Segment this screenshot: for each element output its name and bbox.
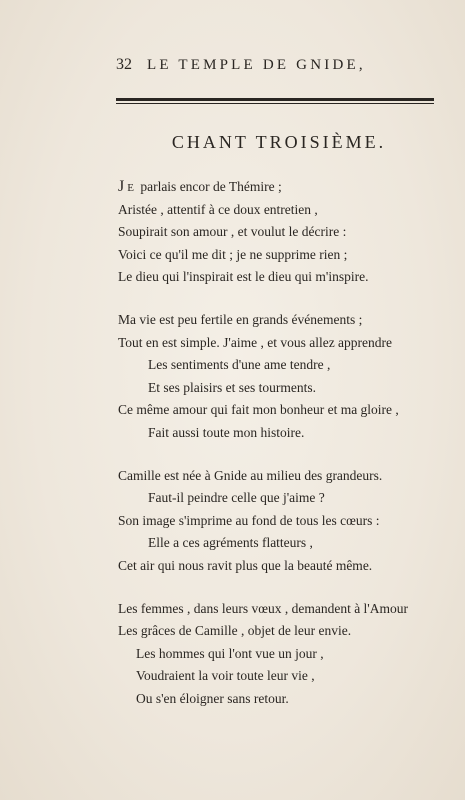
poem-line: Fait aussi toute mon histoire. (148, 424, 305, 440)
chapter-title: CHANT TROISIÈME. (171, 132, 387, 152)
stanza-4 (118, 598, 458, 711)
stanza-2 (118, 309, 458, 445)
poem-line: Aristée , attentif à ce doux entretien , (118, 201, 318, 217)
header-rule-thin (116, 103, 434, 104)
drop-initial: Je (118, 178, 137, 195)
poem-line: Les sentiments d'une ame tendre , (148, 357, 331, 373)
poem-line: Cet air qui nous ravit plus que la beauté même. (118, 557, 373, 573)
page-number: 32 (116, 56, 132, 73)
stanza-3 (118, 465, 458, 578)
header-rule-thick (116, 98, 434, 101)
poem-line: Ou s'en éloigner sans retour. (136, 690, 289, 706)
poem-line: Tout en est simple. J'aime , et vous allez apprendre (118, 334, 393, 350)
poem-line: Les hommes qui l'ont vue un jour , (136, 645, 324, 661)
poem-line: Elle a ces agréments flatteurs , (148, 535, 313, 551)
poem-line: Voudraient la voir toute leur vie , (136, 668, 315, 684)
poem-line: Son image s'imprime au fond de tous les cœurs : (118, 512, 380, 528)
poem-line: Ma vie est peu fertile en grands événements ; (118, 311, 363, 327)
running-title: LE TEMPLE DE GNIDE, (146, 57, 366, 73)
stanza-1 (118, 176, 458, 289)
running-header (116, 56, 425, 74)
poem (118, 176, 458, 730)
poem-line (118, 176, 458, 199)
poem-line: Les grâces de Camille , objet de leur envie. (118, 623, 352, 639)
poem-line-text: parlais encor de Thémire ; (140, 179, 282, 194)
poem-line: Les femmes , dans leurs vœux , demandent à l'Amour (118, 600, 408, 616)
poem-line: Le dieu qui l'inspirait est le dieu qui m'inspire. (118, 269, 369, 285)
poem-line: Soupirait son amour , et voulut le décrire : (118, 224, 347, 240)
poem-line: Ce même amour qui fait mon bonheur et ma gloire , (118, 402, 399, 418)
poem-line: Faut-il peindre celle que j'aime ? (148, 490, 325, 506)
poem-line: Camille est née à Gnide au milieu des grandeurs. (118, 467, 383, 483)
poem-line: Voici ce qu'il me dit ; je ne supprime rien ; (118, 246, 348, 262)
poem-line: Et ses plaisirs et ses tourments. (148, 379, 316, 395)
